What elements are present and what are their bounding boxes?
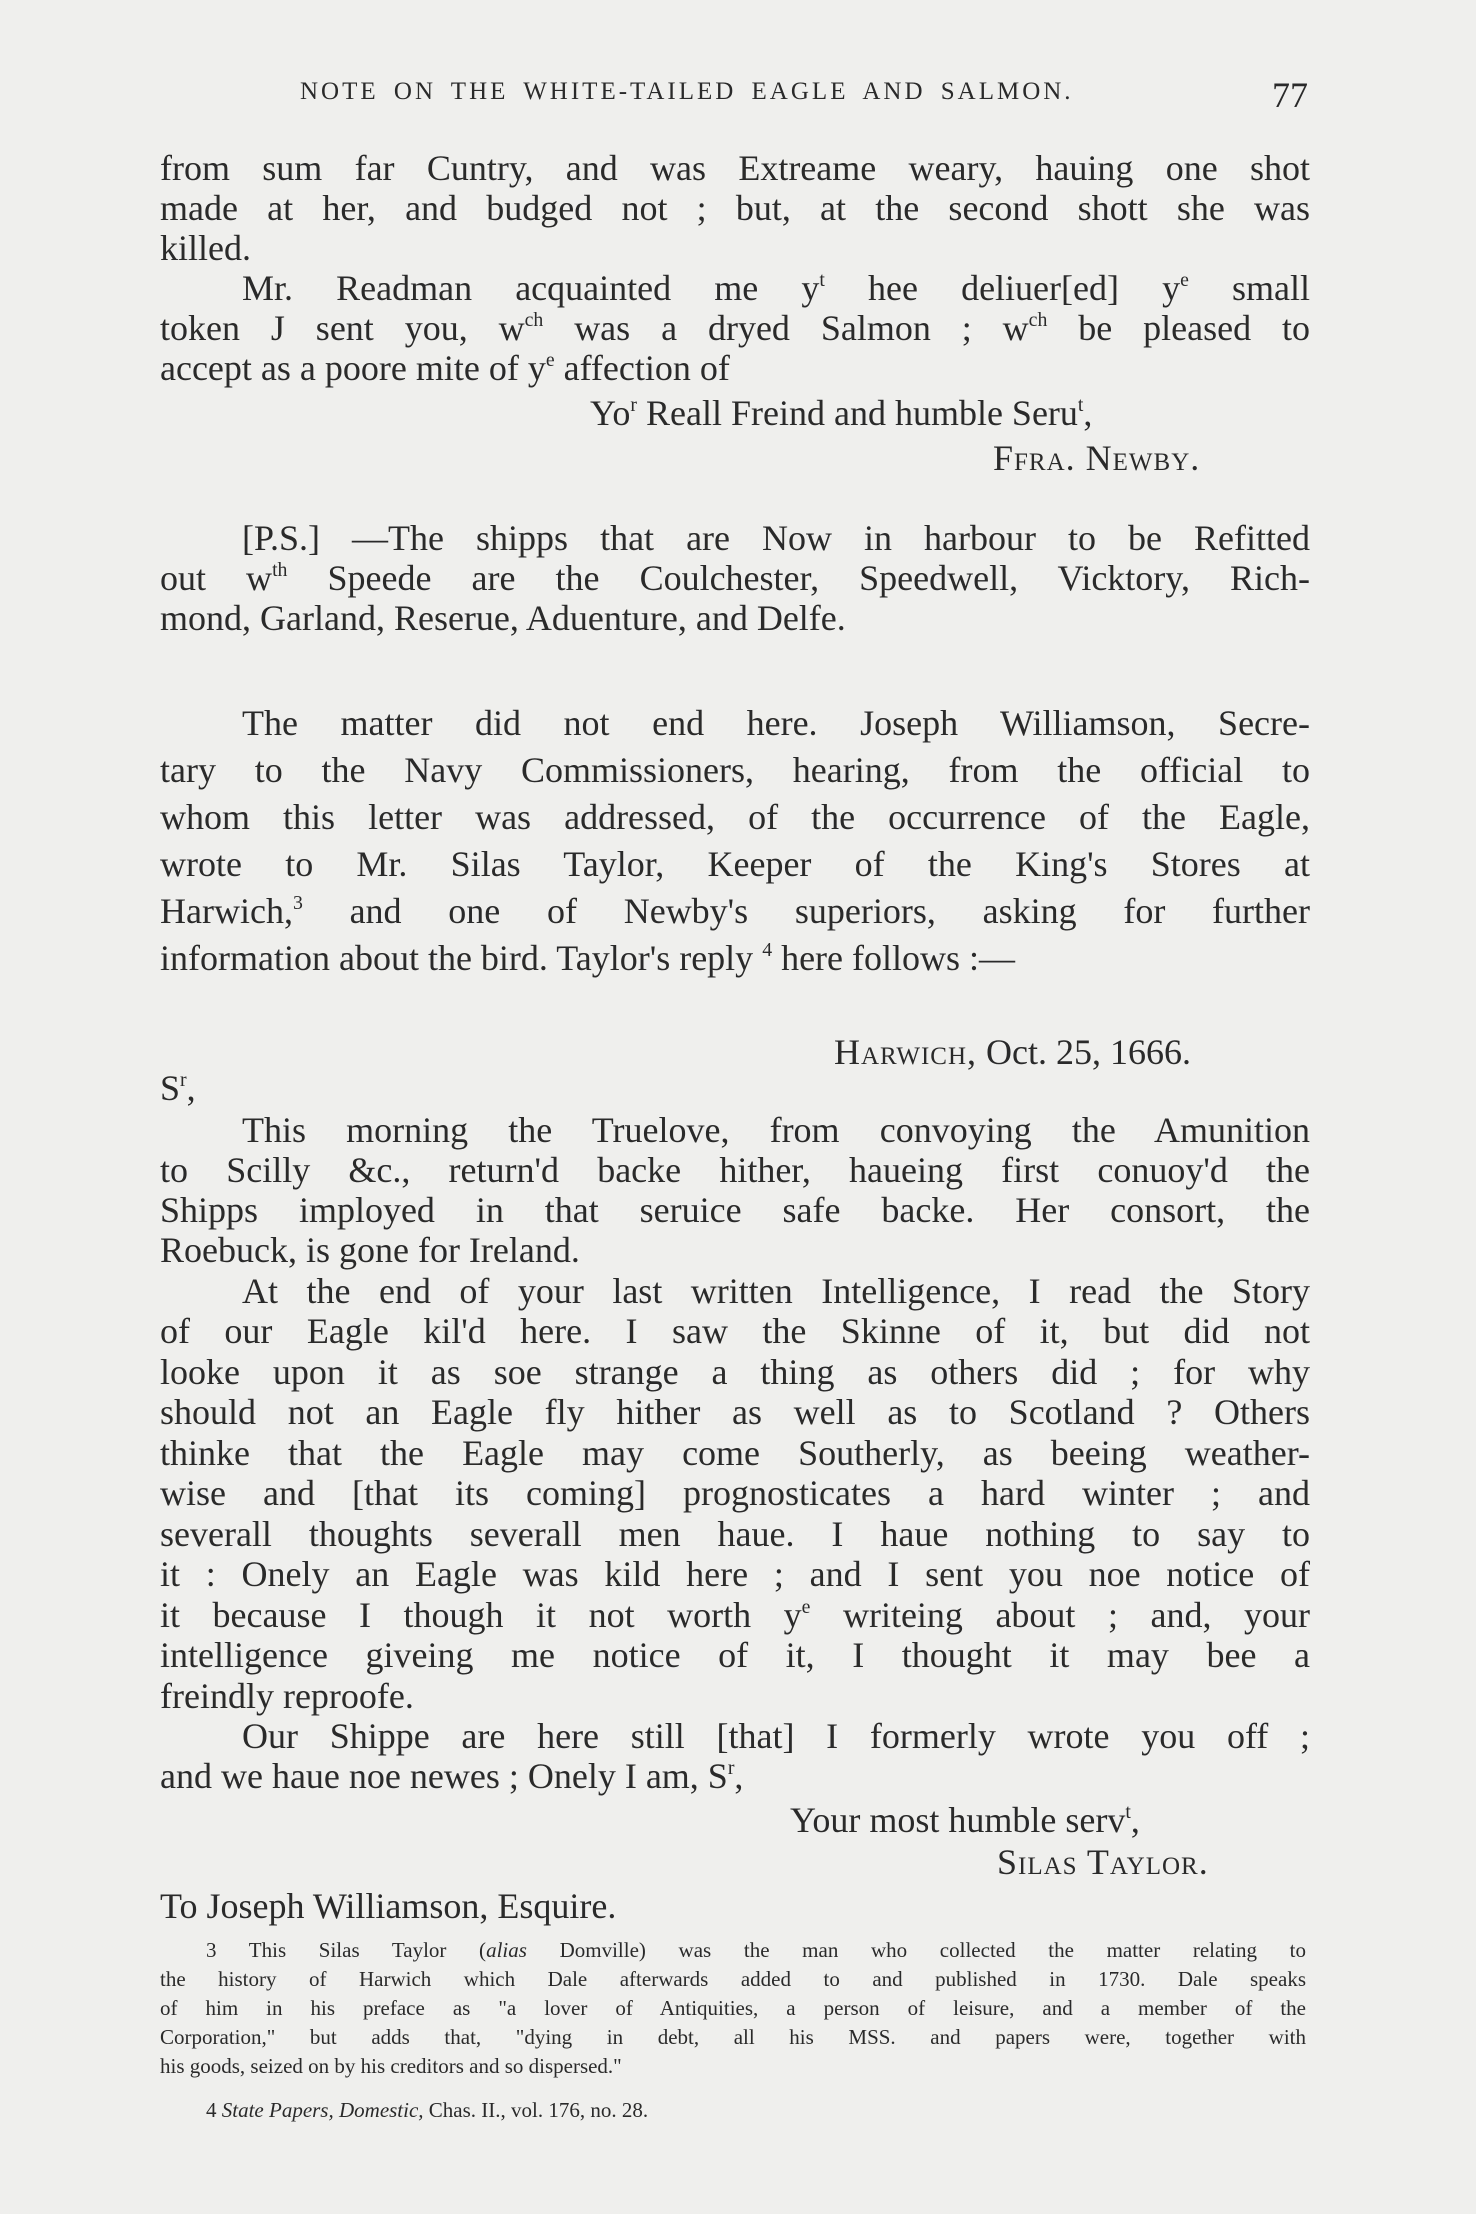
letter1-line-3: killed. — [160, 228, 251, 268]
letter1-para2-line-2: token J sent you, $w^{ch}$ was a dryed Salmon ; $w^{ch}$ be pleased to — [160, 308, 1310, 348]
letter2-para2-line-2: of our Eagle kil'd here. I saw the Skinne of it, but did not — [160, 1311, 1310, 1351]
letter2-para2-line-6: wise and [that its coming] prognosticates a hard winter ; and — [160, 1473, 1310, 1513]
narrative-line-3: whom this letter was addressed, of the occurrence of the Eagle, — [160, 797, 1310, 837]
letter2-para1-line-1: This morning the Truelove, from convoying the Amunition — [242, 1110, 1310, 1150]
letter2-para2-line-1: At the end of your last written Intelligence, I read the Story — [242, 1271, 1310, 1311]
letter2-para2-line-8: it : Onely an Eagle was kild here ; and I sent you noe notice of — [160, 1554, 1310, 1594]
letter2-addressee: To Joseph Williamson, Esquire. — [160, 1886, 617, 1926]
letter1-para2-line-1: Mr. Readman acquainted me $y^t$ hee deliuer[ed] $y^e$ small — [242, 268, 1310, 308]
letter2-para2-line-5: thinke that the Eagle may come Southerly, as beeing weather- — [160, 1433, 1310, 1473]
letter2-signature: Silas Taylor. — [997, 1842, 1209, 1882]
postscript-line-2: out $w^{th}$ Speede are the Coulchester, Speedwell, Vicktory, Rich- — [160, 558, 1310, 598]
narrative-line-5: Harwich,$^3$ and one of Newby's superiors, asking for further — [160, 891, 1310, 931]
letter2-para2-line-3: looke upon it as soe strange a thing as others did ; for why — [160, 1352, 1310, 1392]
letter1-signature: Ffra. Newby. — [993, 438, 1201, 478]
postscript-line-3: mond, Garland, Reserue, Aduenture, and Delfe. — [160, 598, 846, 638]
footnote-3-line-5: his goods, seized on by his creditors and so dispersed." — [160, 2054, 622, 2078]
narrative-line-2: tary to the Navy Commissioners, hearing, from the official to — [160, 750, 1310, 790]
letter2-para1-line-3: Shipps imployed in that seruice safe backe. Her consort, the — [160, 1190, 1310, 1230]
footnote-3-line-4: Corporation," but adds that, "dying in debt, all his MSS. and papers were, together with — [160, 2025, 1306, 2049]
letter2-salutation: $S^r$, — [160, 1068, 196, 1108]
narrative-line-1: The matter did not end here. Joseph Williamson, Secre- — [242, 703, 1310, 743]
footnote-3-line-1: 3 This Silas Taylor (alias Domville) was the man who collected the matter relating to — [206, 1938, 1306, 1962]
letter1-line-1: from sum far Cuntry, and was Extreame weary, hauing one shot — [160, 148, 1310, 188]
letter2-para2-line-4: should not an Eagle fly hither as well as to Scotland ? Others — [160, 1392, 1310, 1432]
letter2-para2-line-7: severall thoughts severall men haue. I haue nothing to say to — [160, 1514, 1310, 1554]
running-title: NOTE ON THE WHITE-TAILED EAGLE AND SALMON. — [300, 78, 1074, 105]
postscript-line-1: [P.S.] —The shipps that are Now in harbour to be Refitted — [242, 518, 1310, 558]
letter1-line-2: made at her, and budged not ; but, at the second shott she was — [160, 188, 1310, 228]
narrative-line-4: wrote to Mr. Silas Taylor, Keeper of the King's Stores at — [160, 844, 1310, 884]
letter2-para3-line-1: Our Shippe are here still [that] I formerly wrote you off ; — [242, 1716, 1310, 1756]
letter2-para2-line-9: it because I though it not worth $y^e$ writeing about ; and, your — [160, 1595, 1310, 1635]
narrative-line-6: information about the bird. Taylor's reply $^4$ here follows :— — [160, 938, 1016, 978]
letter2-para1-line-4: Roebuck, is gone for Ireland. — [160, 1230, 580, 1270]
letter2-para2-line-11: freindly reproofe. — [160, 1676, 414, 1716]
letter2-closing: Your most humble serv$^t$, — [790, 1800, 1140, 1840]
letter2-para2-line-10: intelligence giveing me notice of it, I thought it may bee a — [160, 1635, 1310, 1675]
letter2-para3-line-2: and we haue noe newes ; Onely I am, $S^r$, — [160, 1756, 744, 1796]
footnote-3-line-3: of him in his preface as "a lover of Antiquities, a person of leisure, and a member of the — [160, 1996, 1306, 2020]
letter2-para1-line-2: to Scilly &c., return'd backe hither, haueing first conuoy'd the — [160, 1150, 1310, 1190]
footnote-3-line-2: the history of Harwich which Dale afterwards added to and published in 1730. Dale speaks — [160, 1967, 1306, 1991]
footnote-4: 4 State Papers, Domestic, Chas. II., vol. 176, no. 28. — [206, 2098, 649, 2122]
letter1-para2-line-3: accept as a poore mite of $y^e$ affection of — [160, 348, 730, 388]
page-number: 77 — [1272, 75, 1308, 115]
letter2-dateline: Harwich, Oct. 25, 1666. — [834, 1032, 1191, 1072]
letter1-closing: Yo$^r$ Reall Freind and humble Seru$^t$, — [590, 393, 1093, 433]
